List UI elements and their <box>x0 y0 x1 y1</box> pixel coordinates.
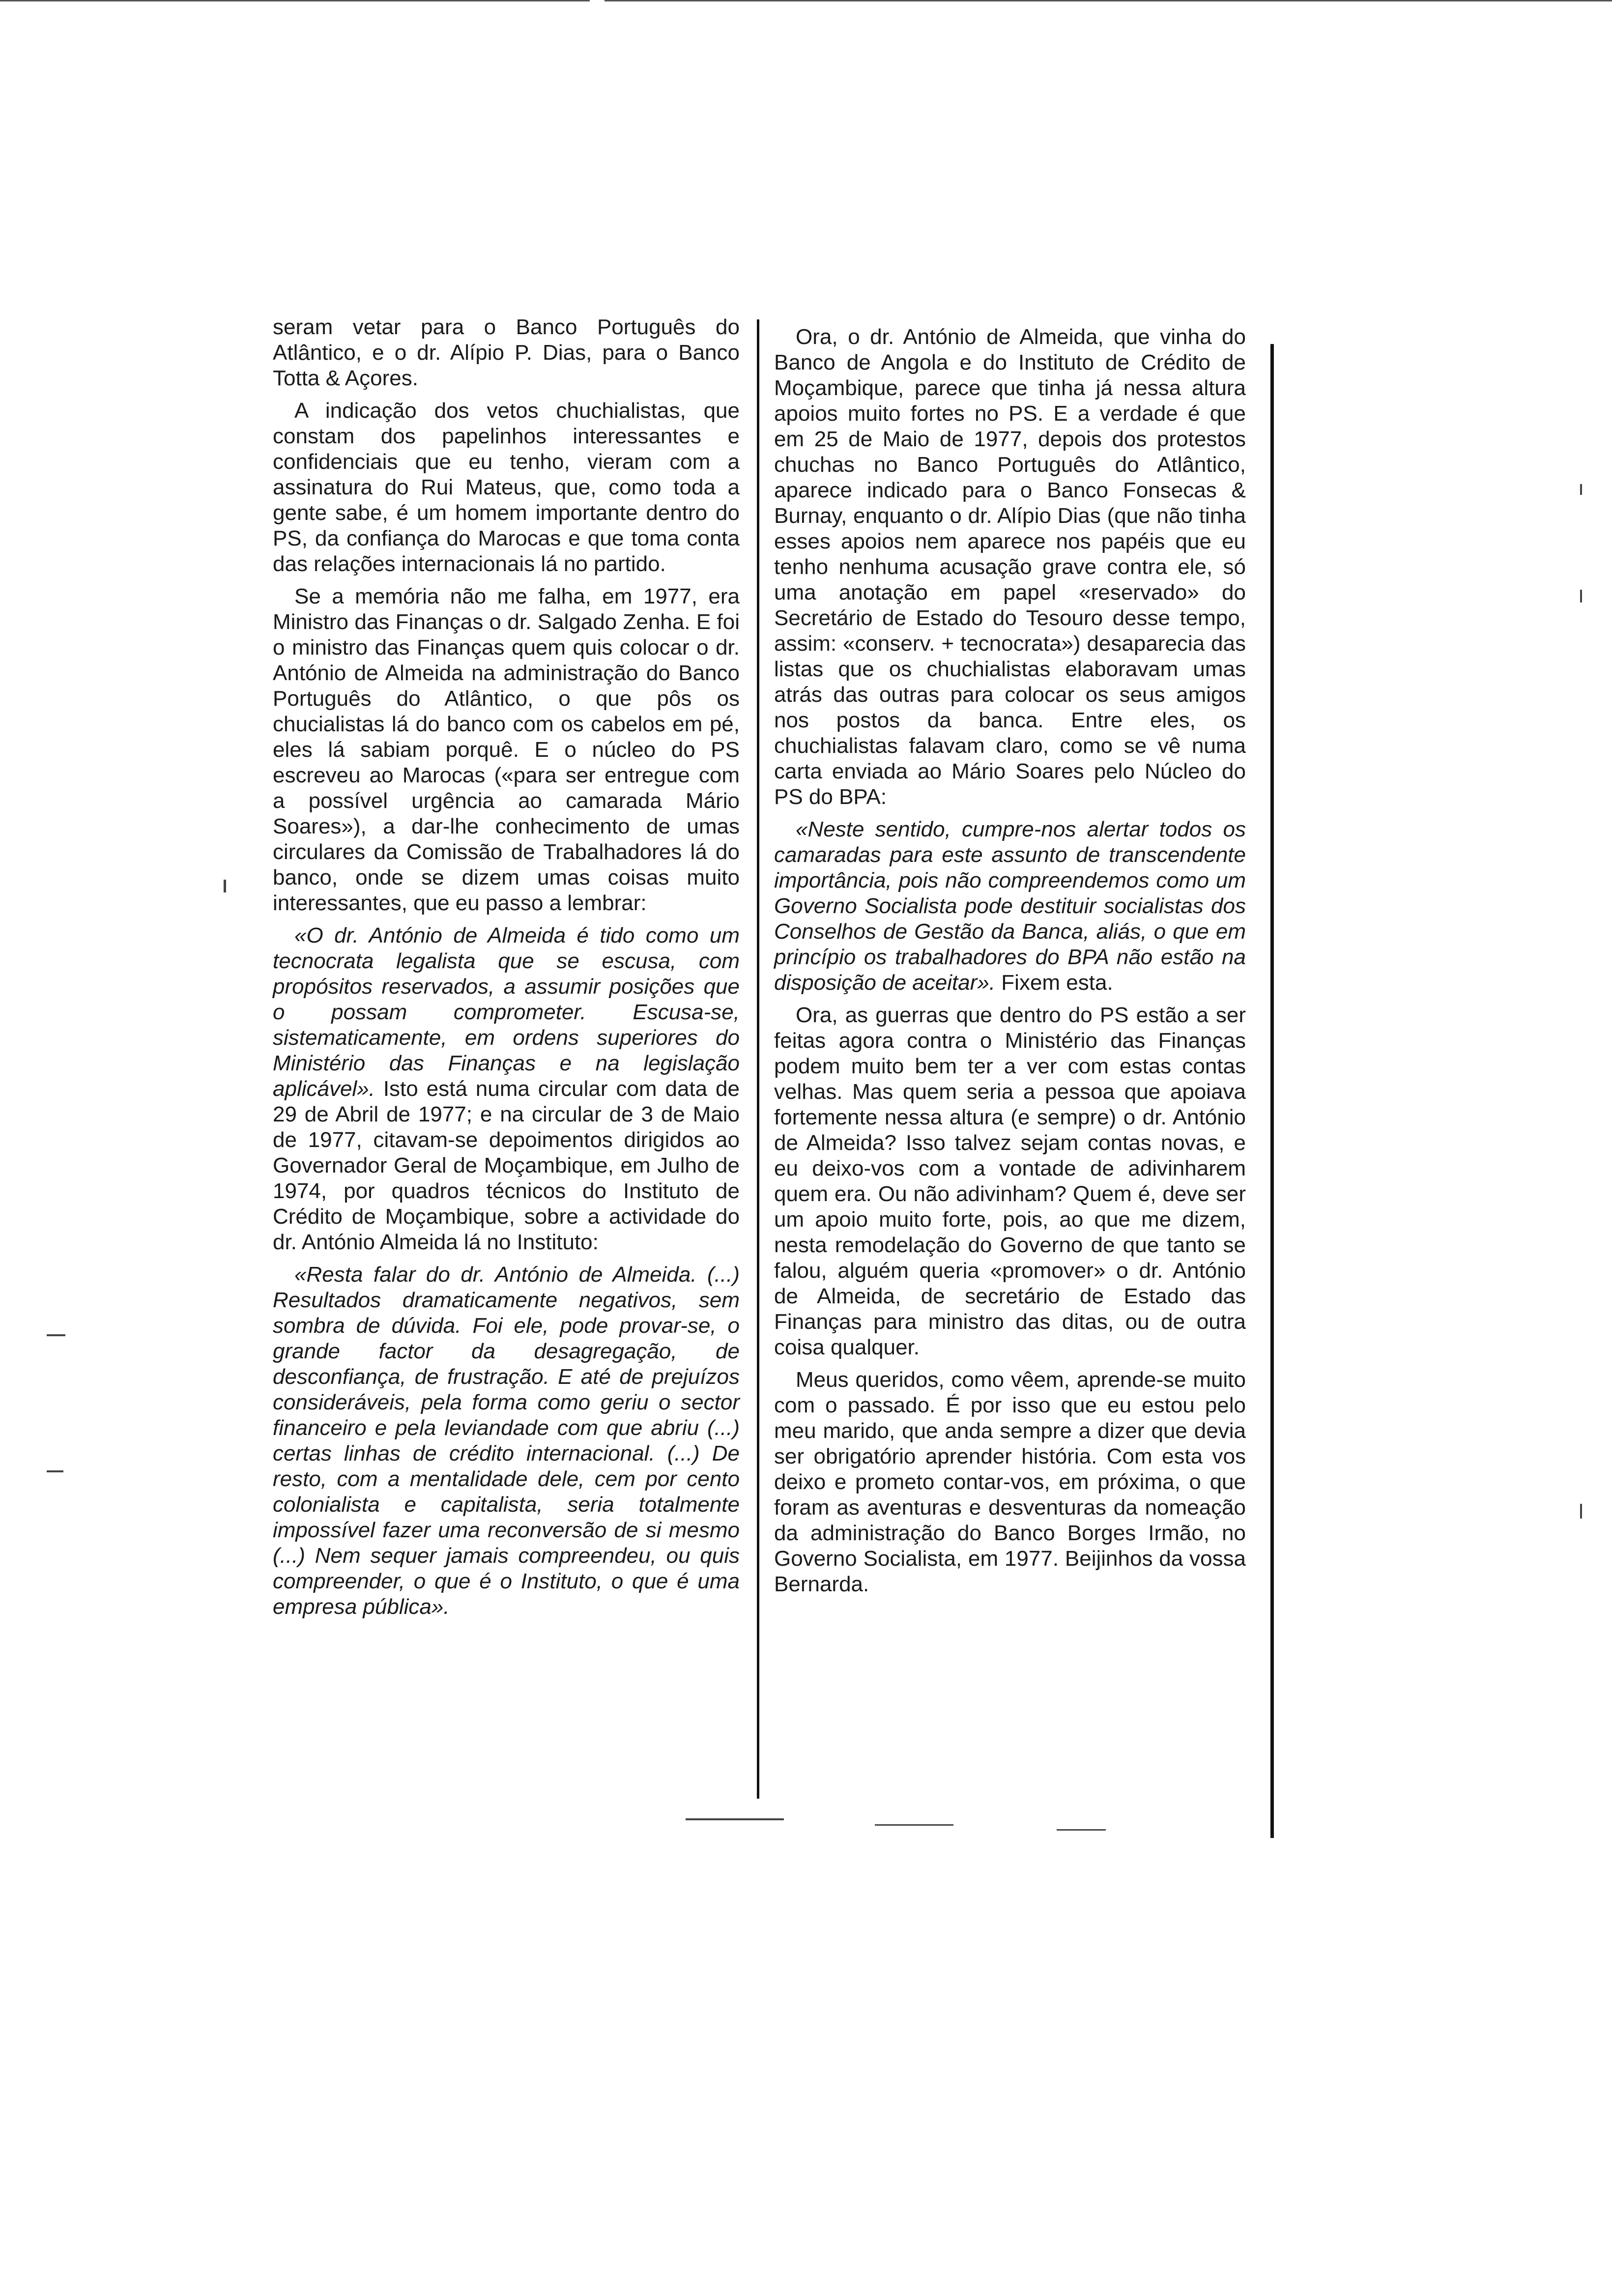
scan-mark <box>47 1334 65 1336</box>
scan-edge-rule-right <box>604 0 1612 1</box>
paragraph-text: Fixem esta. <box>995 971 1113 995</box>
scan-edge-rule-left <box>0 0 590 1</box>
quoted-testimony: «Resta falar do dr. António de Almeida. (...) Resultados dramaticamente negativos, sem sombra de dúvida. Foi ele, pode provar-se, o grande factor da desagregação, de desconfiança, de frustração. E até de prejuízos consideráveis, pela forma como geriu o sector financeiro e pela leviandade com que abriu (...) certas linhas de crédito internacional. (...) De resto, com a mentalidade dele, cem por cento colonialista e capitalista, seria totalmente impossível fazer uma reconversão de si mesmo (...) Nem sequer jamais compreendeu, ou quis compreender, o que é o Instituto, o que é uma empresa pública». <box>273 1263 740 1619</box>
scan-mark <box>1057 1829 1106 1831</box>
scan-mark <box>686 1818 784 1820</box>
scan-mark <box>1580 484 1582 495</box>
paragraph: Meus queridos, como vêem, aprende-se muito com o passado. É por isso que eu estou pelo meu marido, que anda sempre a dizer que devia ser obrigatório aprender história. Com esta vos deixo e prometo contar-vos, em próxima, o que foram as aventuras e desventuras da nomeação da administração do Banco Borges Irmão, no Governo Socialista, em 1977. Beijinhos da vossa Bernarda. <box>774 1368 1246 1596</box>
paragraph: A indicação dos vetos chuchialistas, que constam dos papelinhos interessantes e confidenciais que eu tenho, vieram com a assinatura do Rui Mateus, que, como toda a gente sabe, é um homem importante dentro do PS, da confiança do Marocas e que toma conta das relações internacionais lá no partido. <box>273 399 740 576</box>
article-column-right <box>774 324 1246 1604</box>
quoted-letter: «Neste sentido, cumpre-nos alertar todos os camaradas para este assunto de transcendente importância, pois não compreendemos como um Governo Socialista pode destituir socialistas dos Conselhos de Gestão da Banca, aliás, o que em princípio os trabalhadores do BPA não estão na disposição de aceitar». <box>774 817 1246 995</box>
paragraph: Ora, o dr. António de Almeida, que vinha do Banco de Angola e do Instituto de Crédito de Moçambique, parece que tinha já nessa altura apoios muito fortes no PS. E a verdade é que em 25 de Maio de 1977, depois dos protestos chuchas no Banco Português do Atlântico, aparece indicado para o Banco Fonsecas & Burnay, enquanto o dr. Alípio Dias (que não tinha esses apoios nem aparece nos papéis que eu tenho nenhuma acusação grave contra ele, só uma anotação em papel «reservado» do Secretário de Estado do Tesouro desse tempo, assim: «conserv. + tecnocrata») desaparecia das listas que os chuchialistas elaboravam umas atrás das outras para colocar os seus amigos nos postos da banca. Entre eles, os chuchialistas falavam claro, como se vê numa carta enviada ao Mário Soares pelo Núcleo do PS do BPA: <box>774 325 1246 809</box>
column-divider <box>757 319 759 1799</box>
paragraph: Se a memória não me falha, em 1977, era Ministro das Finanças o dr. Salgado Zenha. E foi o ministro das Finanças quem quis colocar o dr. António de Almeida na administração do Banco Português do Atlântico, o que pôs os chucialistas lá do banco com os cabelos em pé, eles lá sabiam porquê. E o núcleo do PS escreveu ao Marocas («para ser entregue com a possível urgência ao camarada Mário Soares»), a dar-lhe conhecimento de umas circulares da Comissão de Trabalhadores lá do banco, onde se dizem umas coisas muito interessantes, que eu passo a lembrar: <box>273 584 740 915</box>
paragraph-with-quote <box>774 817 1246 996</box>
scan-mark <box>875 1824 953 1826</box>
right-border-rule <box>1270 344 1274 1838</box>
scan-mark <box>47 1470 63 1472</box>
paragraph: seram vetar para o Banco Português do Atlântico, e o dr. Alípio P. Dias, para o Banco Totta & Açores. <box>273 315 740 390</box>
paragraph: Ora, as guerras que dentro do PS estão a ser feitas agora contra o Ministério das Finanças podem muito bem ter a ver com estas contas velhas. Mas quem seria a pessoa que apoiava fortemente nessa altura (e sempre) o dr. António de Almeida? Isso talvez sejam contas novas, e eu deixo-vos com a vontade de adivinharem quem era. Ou não adivinham? Quem é, deve ser um apoio muito forte, pois, ao que me dizem, nesta remodelação do Governo de que tanto se falou, alguém queria «promover» o dr. António de Almeida, de secretário de Estado das Finanças para ministro das ditas, ou de outra coisa qualquer. <box>774 1003 1246 1359</box>
quoted-circular: «O dr. António de Almeida é tido como um tecnocrata legalista que se escusa, com propósitos reservados, a assumir posições que o possam comprometer. Escusa-se, sistematicamente, em ordens superiores do Ministério das Finanças e na legislação aplicável». <box>273 923 740 1101</box>
scan-mark <box>224 880 226 892</box>
article-column-left <box>273 315 740 1627</box>
paragraph-text: Isto está numa circular com data de 29 de Abril de 1977; e na circular de 3 de Maio de 1977, citavam-se depoimentos dirigidos ao Governador Geral de Moçambique, em Julho de 1974, por quadros técnicos do Instituto de Crédito de Moçambique, sobre a actividade do dr. António Almeida lá no Instituto: <box>273 1077 740 1254</box>
scan-mark <box>1580 1504 1582 1519</box>
paragraph-with-quote <box>273 923 740 1255</box>
scan-mark <box>1580 590 1582 603</box>
